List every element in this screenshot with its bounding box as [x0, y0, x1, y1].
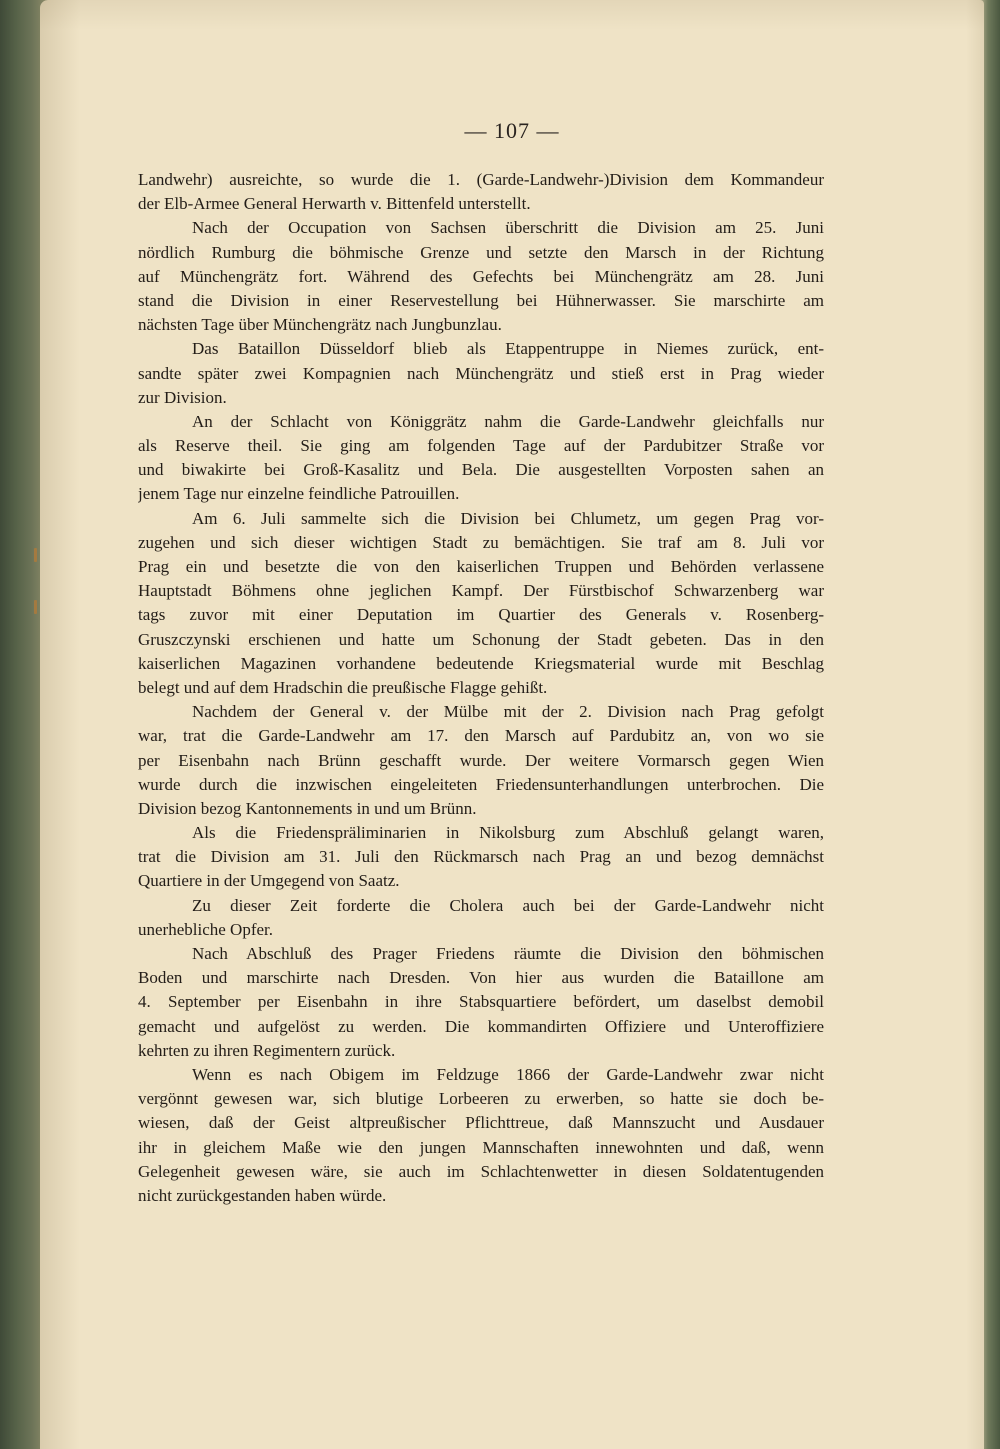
margin-mark	[34, 600, 37, 614]
text-line: 4. September per Eisenbahn in ihre Stabsquartiere befördert, um daselbst demobil	[138, 992, 824, 1012]
text-line: tags zuvor mit einer Deputation im Quartier des Generals v. Rosenberg-	[138, 605, 824, 625]
text-line: Als die Friedenspräliminarien in Nikolsburg zum Abschluß gelangt waren,	[192, 823, 824, 843]
text-line: Nachdem der General v. der Mülbe mit der 2. Division nach Prag gefolgt	[192, 702, 824, 722]
text-line: Division bezog Kantonnements in und um Brünn.	[138, 798, 477, 818]
text-line: belegt und auf dem Hradschin die preußische Flagge gehißt.	[138, 677, 548, 697]
text-line: der Elb-Armee General Herwarth v. Bittenfeld unterstellt.	[138, 194, 531, 214]
book-page	[40, 0, 984, 1449]
text-line: und biwakirte bei Groß-Kasalitz und Bela. Die ausgestellten Vorposten sahen an	[138, 460, 824, 480]
body-text	[138, 168, 824, 1208]
text-line: war, trat die Garde-Landwehr am 17. den Marsch auf Pardubitz an, von wo sie	[138, 726, 824, 746]
text-line: nördlich Rumburg die böhmische Grenze und setzte den Marsch in der Richtung	[138, 242, 824, 262]
paragraph	[138, 700, 824, 821]
paragraph	[138, 337, 824, 410]
text-line: Am 6. Juli sammelte sich die Division bei Chlumetz, um gegen Prag vor-	[192, 508, 824, 528]
text-line: Hauptstadt Böhmens ohne jeglichen Kampf. Der Fürstbischof Schwarzenberg war	[138, 581, 824, 601]
text-line: Zu dieser Zeit forderte die Cholera auch bei der Garde-Landwehr nicht	[192, 895, 824, 915]
text-line: Nach der Occupation von Sachsen überschritt die Division am 25. Juni	[192, 218, 824, 238]
paragraph	[138, 894, 824, 942]
text-line: nächsten Tage über Münchengrätz nach Jungbunzlau.	[138, 315, 502, 335]
text-line: wurde durch die inzwischen eingeleiteten Friedensunterhandlungen unterbrochen. Die	[138, 774, 824, 794]
text-line: als Reserve theil. Sie ging am folgenden Tage auf der Pardubitzer Straße vor	[138, 436, 824, 456]
text-line: Das Bataillon Düsseldorf blieb als Etappentruppe in Niemes zurück, ent-	[192, 339, 824, 359]
text-line: zur Division.	[138, 387, 227, 407]
text-line: Gruszczynski erschienen und hatte um Schonung der Stadt gebeten. Das in den	[138, 629, 824, 649]
text-line: Wenn es nach Obigem im Feldzuge 1866 der Garde-Landwehr zwar nicht	[192, 1064, 824, 1084]
paragraph	[138, 410, 824, 507]
text-line: nicht zurückgestanden haben würde.	[138, 1185, 387, 1205]
text-line: trat die Division am 31. Juli den Rückmarsch nach Prag an und bezog demnächst	[138, 847, 824, 867]
text-line: gemacht und aufgelöst zu werden. Die kommandirten Offiziere und Unteroffiziere	[138, 1016, 824, 1036]
paragraph	[138, 821, 824, 894]
paragraph	[138, 216, 824, 337]
text-line: auf Münchengrätz fort. Während des Gefechts bei Münchengrätz am 28. Juni	[138, 266, 824, 286]
text-line: Landwehr) ausreichte, so wurde die 1. (Garde-Landwehr-)Division dem Kommandeur	[138, 170, 824, 189]
text-line: Prag ein und besetzte die von den kaiserlichen Truppen und Behörden verlassene	[138, 557, 824, 576]
text-line: zugehen und sich dieser wichtigen Stadt zu bemächtigen. Sie traf am 8. Juli vor	[138, 532, 824, 552]
text-line: An der Schlacht von Königgrätz nahm die Garde-Landwehr gleichfalls nur	[192, 411, 824, 431]
paragraph	[138, 1063, 824, 1208]
text-line: kaiserlichen Magazinen vorhandene bedeutende Kriegsmaterial wurde mit Beschlag	[138, 653, 824, 673]
text-line: stand die Division in einer Reservestellung bei Hühnerwasser. Sie marschirte am	[138, 290, 824, 310]
text-line: Gelegenheit gewesen wäre, sie auch im Schlachtenwetter in diesen Soldatentugenden	[138, 1161, 824, 1181]
text-line: Boden und marschirte nach Dresden. Von hier aus wurden die Bataillone am	[138, 968, 824, 988]
paragraph	[138, 942, 824, 1063]
text-line: kehrten zu ihren Regimentern zurück.	[138, 1040, 396, 1060]
text-line: ihr in gleichem Maße wie den jungen Mannschaften innewohnten und daß, wenn	[138, 1137, 824, 1157]
text-line: Nach Abschluß des Prager Friedens räumte die Division den böhmischen	[192, 944, 824, 963]
page-number: — 107 —	[464, 118, 560, 143]
text-line: per Eisenbahn nach Brünn geschafft wurde. Der weitere Vormarsch gegen Wien	[138, 750, 824, 770]
text-line: unerhebliche Opfer.	[138, 919, 273, 939]
text-line: jenem Tage nur einzelne feindliche Patrouillen.	[138, 484, 460, 504]
paragraph	[138, 168, 824, 216]
text-line: vergönnt gewesen war, sich blutige Lorbeeren zu erwerben, so hatte sie doch be-	[138, 1089, 824, 1109]
paragraph	[138, 507, 824, 701]
text-line: wiesen, daß der Geist altpreußischer Pflichttreue, daß Mannszucht und Ausdauer	[138, 1113, 824, 1133]
margin-mark	[34, 548, 37, 562]
text-line: sandte später zwei Kompagnien nach Münchengrätz und stieß erst in Prag wieder	[138, 363, 824, 383]
text-line: Quartiere in der Umgegend von Saatz.	[138, 871, 400, 891]
